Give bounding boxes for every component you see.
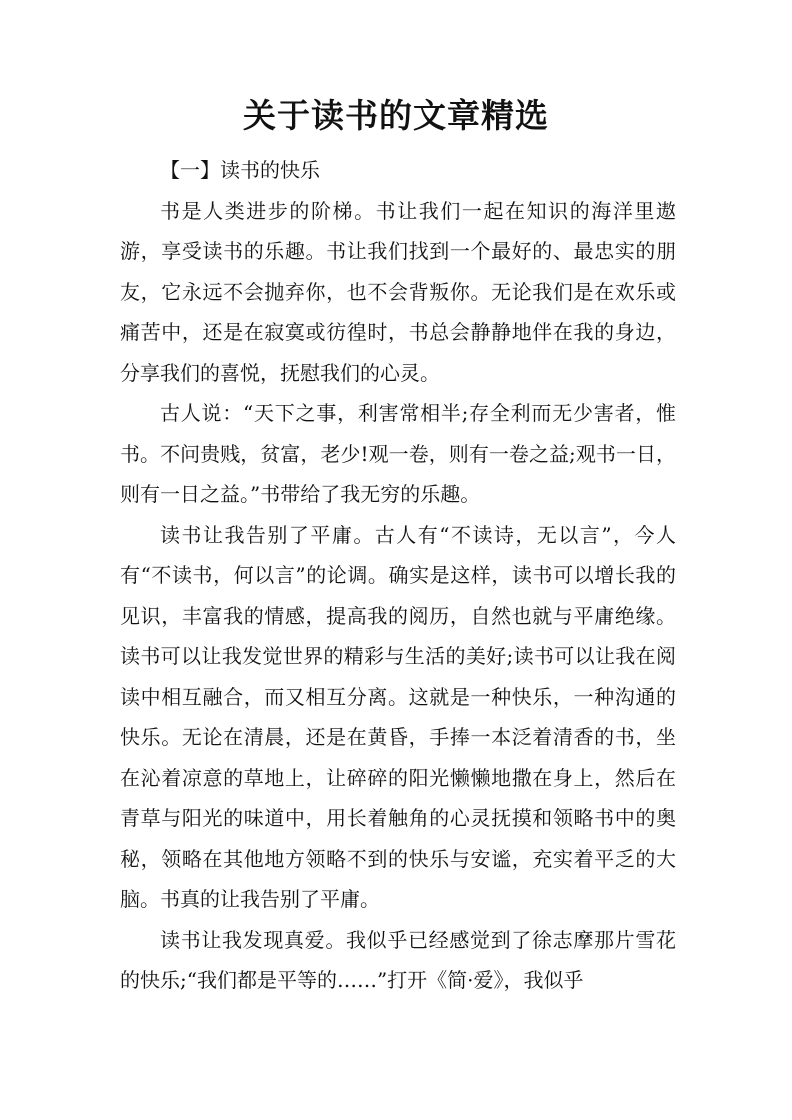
paragraph-1: 书是人类进步的阶梯。书让我们一起在知识的海洋里遨游，享受读书的乐趣。书让我们找到一个最好的、最忠实的朋友，它永远不会抛弃你，也不会背叛你。无论我们是在欢乐或痛苦中，还是在寂寞或彷徨时，书总会静静地伴在我的身边，分享我们的喜悦，抚慰我们的心灵。 — [120, 198, 676, 385]
paragraph-3: 读书让我告别了平庸。古人有“不读诗，无以言”，今人有“不读书，何以言”的论调。确实是这样，读书可以增长我的见识，丰富我的情感，提高我的阅历，自然也就与平庸绝缘。读书可以让我发觉世界的精彩与生活的美好;读书可以让我在阅读中相互融合，而又相互分离。这就是一种快乐，一种沟通的快乐。无论在清晨，还是在黄昏，手捧一本泛着清香的书，坐在沁着凉意的草地上，让碎碎的阳光懒懒地撒在身上，然后在青草与阳光的味道中，用长着触角的心灵抚摸和领略书中的奥秘，领略在其他地方领略不到的快乐与安谧，充实着平乏的大脑。书真的让我告别了平庸。 — [120, 522, 676, 911]
paragraph-2: 古人说：“天下之事，利害常相半;存全利而无少害者，惟书。不问贵贱，贫富，老少!观一卷，则有一卷之益;观书一日，则有一日之益。”书带给了我无穷的乐趣。 — [120, 401, 676, 506]
paragraph-4: 读书让我发现真爱。我似乎已经感觉到了徐志摩那片雪花的快乐;“我们都是平等的……”打开《简·爱》，我似乎 — [120, 927, 676, 992]
section-heading: 【一】读书的快乐 — [160, 158, 320, 182]
document-title: 关于读书的文章精选 — [243, 96, 549, 135]
document-body — [120, 150, 676, 1001]
